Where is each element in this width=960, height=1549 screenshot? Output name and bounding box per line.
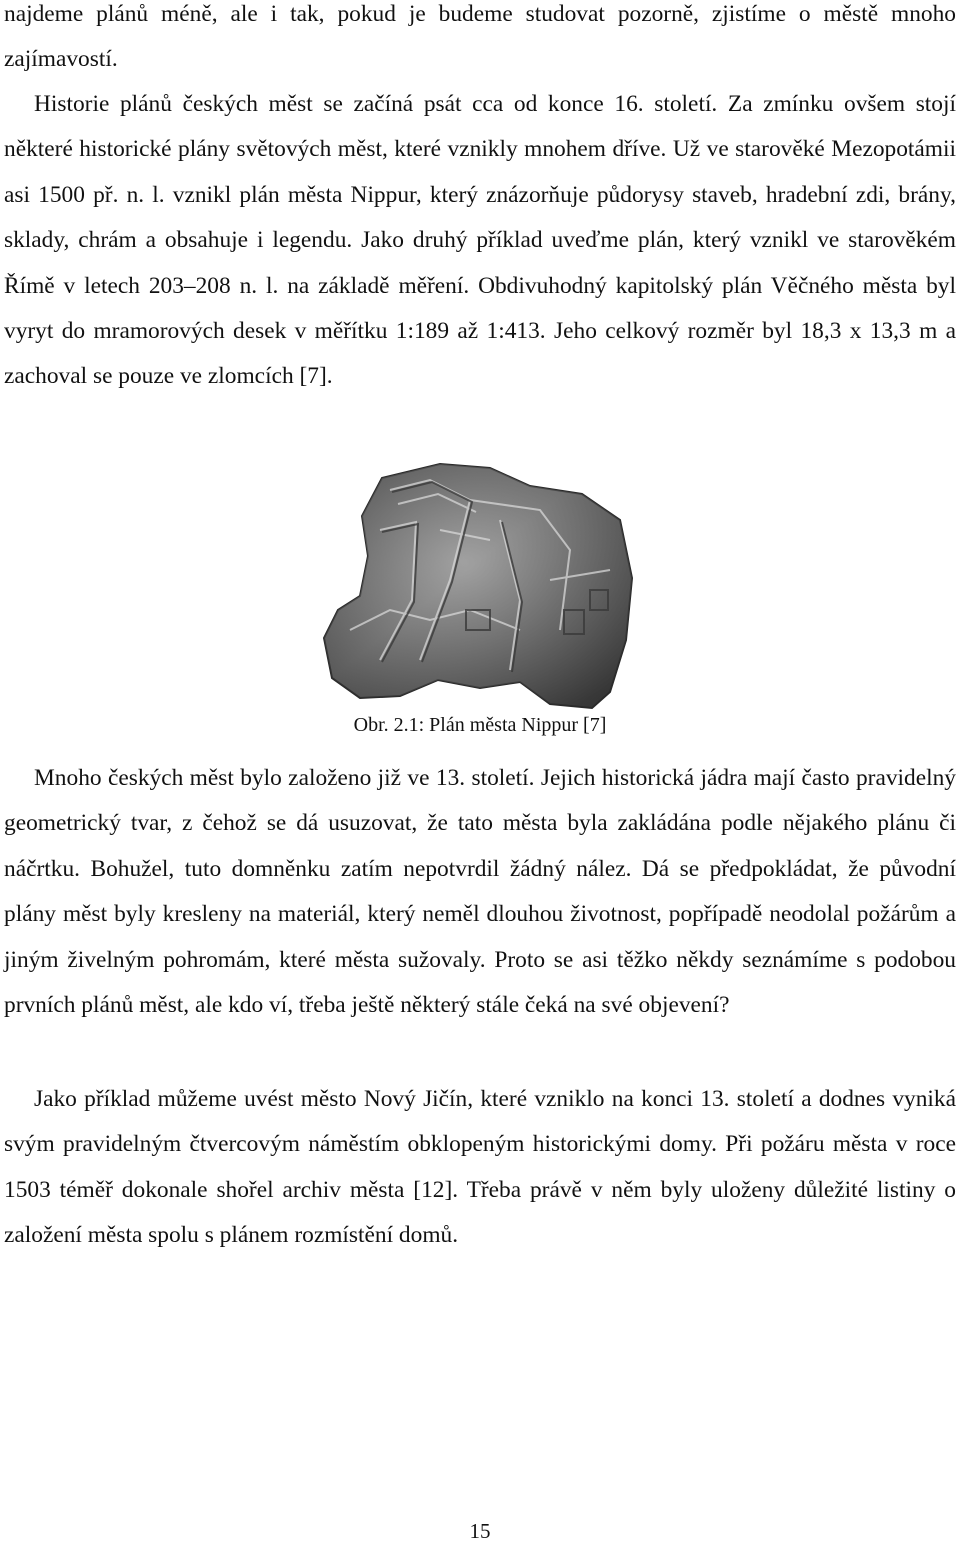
paragraph: Historie plánů českých měst se začíná psát cca od konce 16. století. Za zmínku ovšem stojí některé historické plány světových měst, které vznikly mnohem dříve. Už ve starověké Mezopotámii asi 1500 př. n. l. vznikl plán města Nippur, který znázorňuje půdorysy staveb, hradební zdi, brány, sklady, chrám a obsahuje i legendu. Jako druhý příklad uveďme plán, který vznikl ve starověkém Římě v letech 203–208 n. l. na základě měření. Obdivuhodný kapitolský plán Věčného města byl vyryt do mramorových desek v měřítku 1:189 až 1:413. Jeho celkový rozměr byl 18,3 x 13,3 m a zachoval se pouze ve zlomcích [7]. <box>4 91 956 390</box>
figure-caption: Obr. 2.1: Plán města Nippur [7] <box>353 714 607 736</box>
paragraph: Mnoho českých měst bylo založeno již ve 13. století. Jejich historická jádra mají často pravidelný geometrický tvar, z čehož se dá usuzovat, že tato města byla zakládána podle nějakého plánu či náčrtku. Bohužel, tuto domněnku zatím nepotvrdil žádný nález. Dá se předpokládat, že původní plány měst byly kresleny na materiál, který neměl dlouhou životnost, popřípadě neodolal požárům a jiným živelným pohromám, které města sužovaly. Proto se asi těžko někdy seznámíme s podobou prvních plánů měst, ale kdo ví, třeba ještě některý stále čeká na své objevení? <box>4 765 956 1019</box>
paragraph: najdeme plánů méně, ale i tak, pokud je budeme studovat pozorně, zjistíme o městě mnoho zajímavostí. <box>4 1 956 73</box>
nippur-clay-tablet-image <box>320 460 640 710</box>
page-number: 15 <box>469 1519 491 1543</box>
paragraph: Jako příklad můžeme uvést město Nový Jičín, které vzniklo na konci 13. století a dodnes vyniká svým pravidelným čtvercovým náměstím obklopeným historickými domy. Při požáru města v roce 1503 téměř dokonale shořel archiv města [12]. Třeba právě v něm byly uloženy důležité listiny o založení města spolu s plánem rozmístění domů. <box>4 1086 956 1249</box>
